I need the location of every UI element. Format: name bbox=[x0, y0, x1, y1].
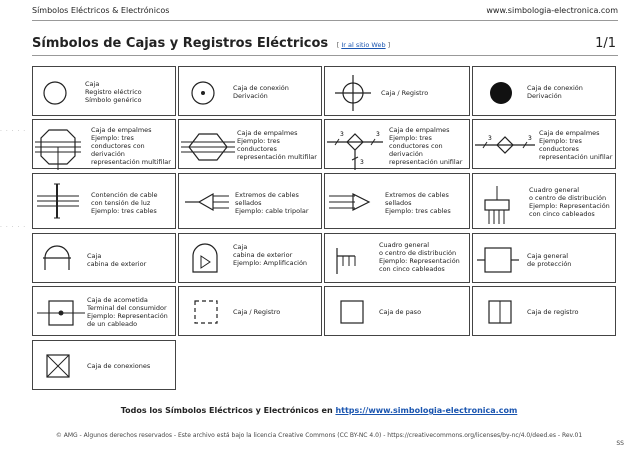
symbol-cell bbox=[472, 233, 616, 283]
header-divider bbox=[32, 20, 618, 21]
symbol-label: Caja cabina de exterior Ejemplo: Amplificación bbox=[233, 243, 308, 267]
symbol-label: Caja de empalmes Ejemplo: tres conductores representación multifilar bbox=[237, 129, 317, 161]
symbol-label: Cuadro general o centro de distribución Ejemplo: Representación con cinco cableados bbox=[379, 241, 460, 273]
symbol-label: Caja / Registro bbox=[233, 308, 281, 316]
copyright-notice: © AMG - Algunos derechos reservados - Este archivo está bajo la licencia Creative Commons (CC BY-NC 4.0) - https://creativecommons.org/licenses/by-nc/4.0/deed.es - Rev.01 bbox=[55, 432, 583, 439]
symbol-cell bbox=[32, 340, 176, 390]
symbol-cell bbox=[32, 119, 176, 169]
symbol-cell bbox=[32, 66, 176, 116]
page-marker: SS bbox=[616, 440, 624, 447]
footer-prefix: Todos los Símbolos Eléctricos y Electrónicos en bbox=[120, 406, 336, 415]
margin-dots: · · · · · bbox=[0, 224, 27, 231]
symbol-label: Caja / Registro bbox=[381, 89, 429, 97]
symbol-label: Caja de empalmes Ejemplo: tres conductores representación unifilar bbox=[539, 129, 613, 161]
header-url[interactable]: www.simbologia-electronica.com bbox=[486, 6, 618, 15]
symbol-cell bbox=[324, 286, 470, 336]
page-number: 1/1 bbox=[595, 36, 616, 51]
symbol-label: Extremos de cables sellados Ejemplo: cable tripolar bbox=[235, 191, 309, 215]
title-divider bbox=[32, 55, 618, 56]
symbol-cell bbox=[178, 119, 322, 169]
margin-dots: · · · · · bbox=[0, 128, 27, 135]
conductor-count: 3 bbox=[340, 131, 344, 138]
symbol-cell bbox=[32, 233, 176, 283]
symbol-label: Caja de paso bbox=[379, 308, 422, 316]
footer-link[interactable]: https://www.simbologia-electronica.com bbox=[335, 406, 518, 415]
symbol-label: Caja general de protección bbox=[527, 252, 572, 268]
symbol-cell bbox=[324, 233, 470, 283]
symbol-label: Caja Registro eléctrico Símbolo genérico bbox=[85, 80, 142, 104]
conductor-count: 3 bbox=[528, 135, 532, 142]
symbol-cell bbox=[472, 66, 616, 116]
symbol-label: Caja de empalmes Ejemplo: tres conductores con derivación representación unifilar bbox=[389, 126, 463, 166]
symbol-cell bbox=[324, 119, 470, 169]
symbol-cell bbox=[472, 173, 616, 229]
symbol-label: Extremos de cables sellados Ejemplo: tres cables bbox=[385, 191, 451, 215]
conductor-count: 3 bbox=[488, 135, 492, 142]
symbol-label: Caja de conexión Derivación bbox=[527, 84, 583, 100]
symbol-label: Caja cabina de exterior bbox=[87, 252, 147, 268]
symbol-cell bbox=[324, 66, 470, 116]
website-link[interactable]: [ Ir al sitio Web ] bbox=[336, 41, 391, 49]
symbol-label: Caja de empalmes Ejemplo: tres conductores con derivación representación multifilar bbox=[91, 126, 171, 166]
page-title-text: Símbolos de Cajas y Registros Eléctricos bbox=[32, 36, 329, 51]
conductor-count: 3 bbox=[360, 159, 364, 166]
symbol-cell bbox=[178, 286, 322, 336]
symbol-cell bbox=[472, 119, 616, 169]
symbol-label: Caja de acometida Terminal del consumidor Ejemplo: Representación de un cableado bbox=[87, 296, 168, 328]
symbol-label: Caja de registro bbox=[527, 308, 579, 316]
header-site-name: Símbolos Eléctricos & Electrónicos bbox=[32, 6, 170, 15]
page-title bbox=[32, 36, 390, 51]
symbol-label: Caja de conexión Derivación bbox=[233, 84, 289, 100]
symbol-cell bbox=[32, 173, 176, 229]
symbol-cell bbox=[178, 233, 322, 283]
symbol-cell bbox=[178, 66, 322, 116]
symbol-label: Cuadro general o centro de distribución Ejemplo: Representación con cinco cableados bbox=[529, 186, 610, 218]
footer-main bbox=[0, 406, 638, 415]
conductor-count: 3 bbox=[376, 131, 380, 138]
symbol-cell bbox=[472, 286, 616, 336]
symbol-cell bbox=[32, 286, 176, 336]
symbol-label: Contención de cable con tensión de luz Ejemplo: tres cables bbox=[91, 191, 158, 215]
symbol-label: Caja de conexiones bbox=[87, 362, 151, 370]
symbol-cell bbox=[324, 173, 470, 229]
symbol-cell bbox=[178, 173, 322, 229]
